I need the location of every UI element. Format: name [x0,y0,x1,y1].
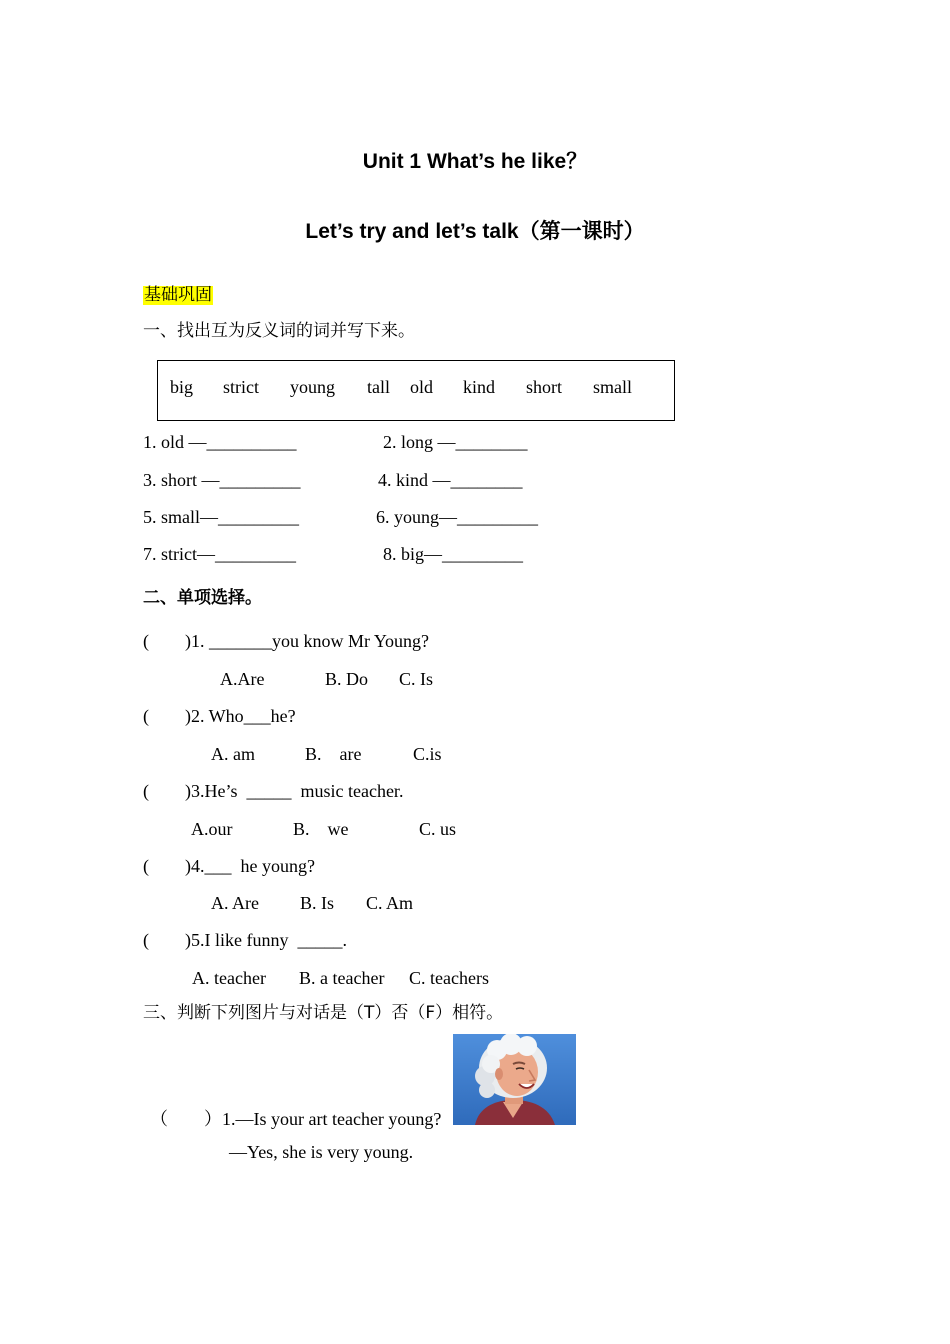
word-bank-word: big [170,377,194,397]
option: B. Do [325,669,369,689]
part3-instruction: 三、判断下列图片与对话是（T）否（F）相符。 [143,1003,504,1023]
option: A.our [191,819,233,839]
option: B. Is [300,893,335,913]
antonym-item: 2. long —________ [383,432,528,452]
antonym-item: 3. short —_________ [143,470,301,490]
option: C. Is [399,669,434,689]
word-bank [157,360,675,421]
page-title: Unit 1 What’s he like？ [362,150,588,173]
option: B. are [305,744,362,764]
question-stem: ( )5.I like funny _____. [143,930,347,950]
antonym-item: 8. big—_________ [383,544,524,564]
option: A.Are [220,669,265,689]
option: C. Am [366,893,414,913]
part2-instruction: 二、单项选择。 [143,588,262,608]
antonym-item: 6. young—_________ [376,507,538,527]
antonym-item: 5. small—_________ [143,507,299,527]
option: B. we [293,819,349,839]
question-stem: ( )3.He’s _____ music teacher. [143,781,404,801]
option: C. us [419,819,457,839]
judge-answer: —Yes, she is very young. [229,1142,414,1162]
word-bank-word: short [526,377,562,397]
option: A. teacher [192,968,266,988]
word-bank-word: small [593,377,632,397]
option: B. a teacher [299,968,385,988]
part1-instruction: 一、找出互为反义词的词并写下来。 [143,321,415,341]
option: C.is [413,744,442,764]
antonym-item: 4. kind —________ [378,470,523,490]
word-bank-word: young [290,377,335,397]
option: A. Are [211,893,259,913]
option: A. am [211,744,255,764]
page-subtitle: Let’s try and let’s talk（第一课时） [305,220,645,243]
question-stem: ( )4.___ he young? [143,856,315,876]
antonym-item: 7. strict—_________ [143,544,296,564]
judge-question: （ ）1.—Is your art teacher young? [150,1109,442,1129]
word-bank-word: tall [367,377,390,397]
section-tag: 基础巩固 [144,285,212,305]
question-stem: ( )1. _______you know Mr Young? [143,631,430,651]
word-bank-word: strict [223,377,259,397]
option: C. teachers [409,968,489,988]
antonym-item: 1. old —__________ [143,432,297,452]
elderly-woman-portrait [453,1034,576,1125]
question-stem: ( )2. Who___he? [143,706,296,726]
word-bank-word: old [410,377,434,397]
word-bank-word: kind [463,377,496,397]
